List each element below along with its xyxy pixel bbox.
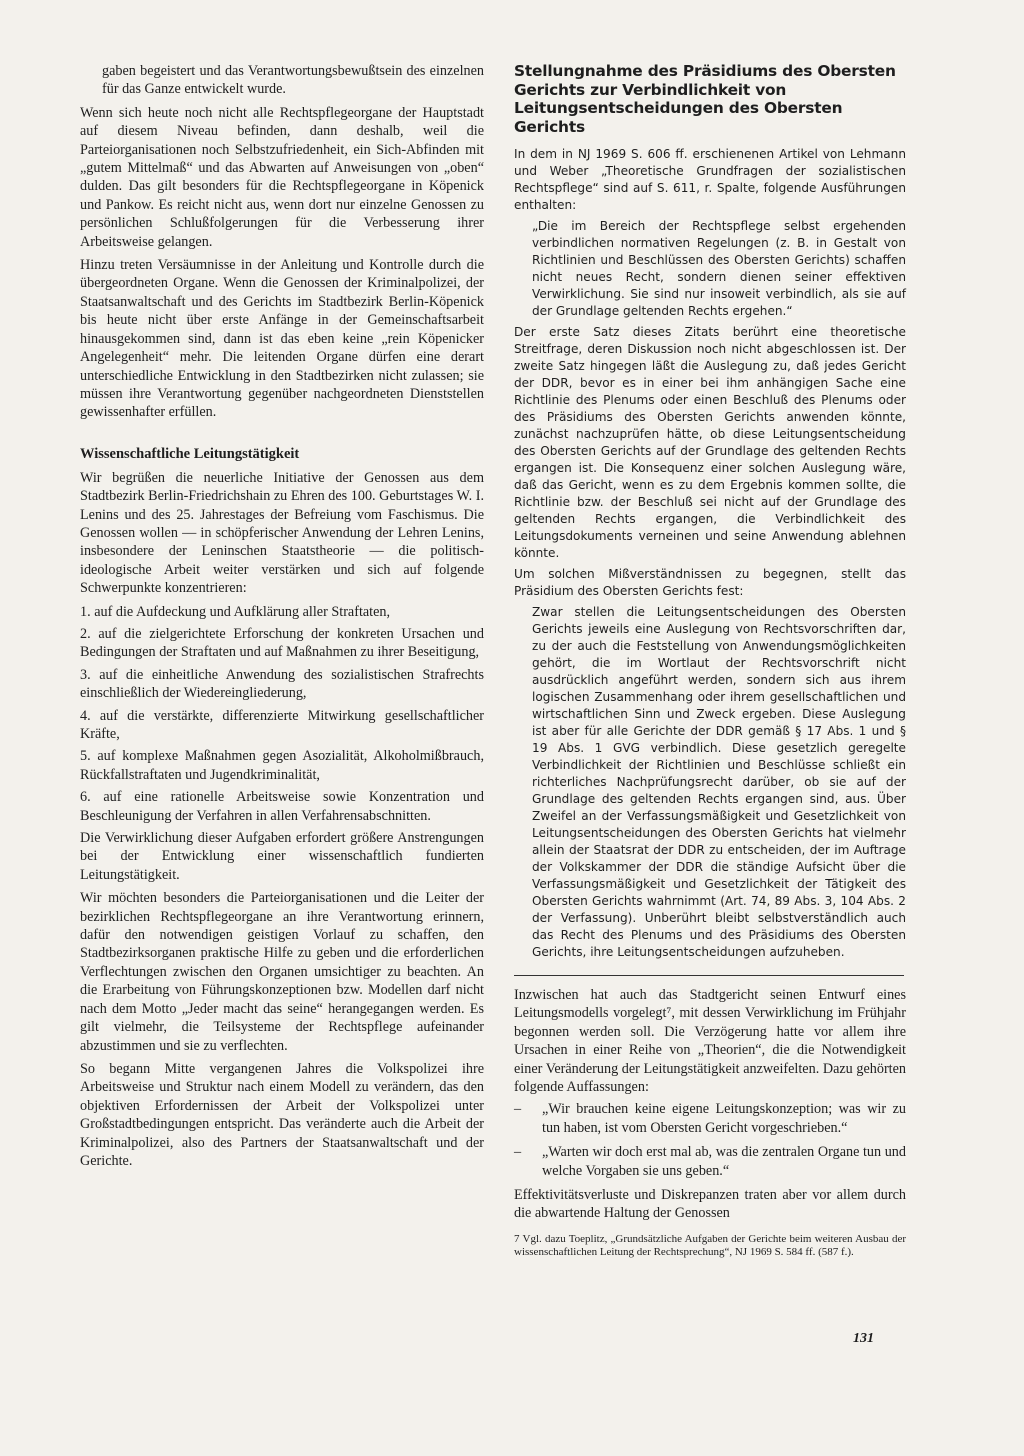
block-quote: „Die im Bereich der Rechtspflege selbst ergehenden verbindlichen normativen Regelungen (z. B. in Gestalt von Richtlinien und Beschlüssen des Obersten Gerichts) schaffen nicht neues Recht, sondern dienen seiner effektiven Verwirklichung. Sie sind nur insoweit verbindlich, als sie auf der Grundlage geltenden Rechts ergehen.“ [532, 219, 906, 318]
page-number: 131 [853, 1331, 874, 1346]
paragraph: So begann Mitte vergangenen Jahres die Volkspolizei ihre Arbeitsweise und Struktur nach einem Modell zu verändern, das den objektiven Erfordernissen der Arbeit der Volkspolizei unter Großstadtbedingungen entspricht. Das veränderte auch die Arbeit der Kriminalpolizei, also des Partners der Staatsanwaltschaft und der Gerichte. [80, 1060, 484, 1169]
dash-marker: – [514, 1144, 522, 1161]
paragraph: Inzwischen hat auch das Stadtgericht seinen Entwurf eines Leitungsmodells vorgelegt⁷, mit dessen Verwirklichung im Frühjahr begonnen werden soll. Die Verzögerung hatte vor allem ihre Ursachen in einer Reihe von „Theorien“, die die Notwendigkeit einer Veränderung der Leitungstätigkeit anzweifelten. Dazu gehörten folgende Auffassungen: [514, 987, 906, 1096]
article-title: Stellungnahme des Präsidiums des Obersten Gerichts zur Verbindlichkeit von Leitungsentscheidungen des Obersten Gerichts [514, 62, 896, 136]
list-item: 6. auf eine rationelle Arbeitsweise sowie Konzentration und Beschleunigung der Verfahren in allen Verfahrensabschnitten. [80, 789, 484, 824]
paragraph: Effektivitätsverluste und Diskrepanzen traten aber vor allem durch die abwartende Haltung der Genossen [514, 1187, 906, 1222]
list-item: 3. auf die einheitliche Anwendung des sozialistischen Strafrechts einschließlich der Wiedereingliederung, [80, 666, 484, 702]
divider [514, 975, 904, 976]
paragraph: Der erste Satz dieses Zitats berührt eine theoretische Streitfrage, deren Diskussion noch nicht abgeschlossen ist. Der zweite Satz hingegen läßt die Auslegung zu, daß jedes Gericht der DDR, bevor es in einer bei ihm anhängigen Sache eine Richtlinie des Plenums oder einen Beschluß des Plenums oder des Präsidiums des Obersten Gerichts anwenden könnte, zunächst nachzuprüfen hätte, ob diese Leitungsentscheidung des Obersten Gerichts auf der Grundlage des geltenden Rechts ergangen ist. Die Konsequenz einer solchen Auslegung wäre, daß das Gericht, wenn es zu dem Ergebnis kommen sollte, die Richtlinie bzw. der Beschluß sei nicht auf der Grundlage des geltenden Rechts ergangen, die Verbindlichkeit des Leitungsdokuments verneinen und seine Anwendung ablehnen könnte. [514, 325, 906, 560]
paragraph: Hinzu treten Versäumnisse in der Anleitung und Kontrolle durch die übergeordneten Organe. Wenn die Genossen der Kriminalpolizei, der Staatsanwaltschaft und des Gerichts im Stadtbezirk Berlin-Köpenick bis heute nicht über erste Anfänge in der Gemeinschaftsarbeit hinausgekommen sind, dann ist das eben keine „rein Köpenicker Angelegenheit“ mehr. Die leitenden Organe dürfen eine derart unterschiedliche Entwicklung in den Stadtbezirken nicht zulassen; sie müssen ihre Verantwortung gegenüber nachgeordneten Dienststellen gewissenhafter erfüllen. [80, 257, 484, 421]
dash-list-item [514, 1143, 906, 1180]
dash-list-item [514, 1100, 906, 1137]
paragraph: Wir begrüßen die neuerliche Initiative der Genossen aus dem Stadtbezirk Berlin-Friedrichshain zu Ehren des 100. Geburtstages W. I. Lenins und des 25. Jahrestages der Befreiung vom Faschismus. Die Genossen wollen — in schöpferischer Anwendung der Lehren Lenins, insbesondere der Leninschen Staatstheorie — die politisch-ideologische Arbeit weiter verstärken und sich auf folgende Schwerpunkte konzentrieren: [80, 469, 484, 597]
statement: Zwar stellen die Leitungsentscheidungen des Obersten Gerichts jeweils eine Auslegung von Rechtsvorschriften dar, zu der auch die Feststellung von Anwendungsmöglichkeiten gehört, die im Wortlaut der Rechtsvorschrift nicht ausdrücklich angeführt werden, sondern sich aus ihrem logischen Zusammenhang oder ihrem gesellschaftlichen und wirtschaftlichen Sinn und Zweck ergeben. Diese Auslegung ist aber für alle Gerichte der DDR gemäß § 17 Abs. 1 und § 19 Abs. 1 GVG verbindlich. Diese gesetzlich geregelte Verbindlichkeit der Richtlinien und Beschlüsse schließt ein richterliches Nachprüfungsrecht darüber, ob sie auf der Grundlage des geltenden Rechts ergangen sind, aus. Über Zweifel an der Verfassungsmäßigkeit und Gesetzlichkeit von Leitungsentscheidungen des Obersten Gerichts hat vielmehr allein der Staatsrat der DDR zu entscheiden, der im Auftrage der Volkskammer der DDR die ständige Aufsicht über die Verfassungsmäßigkeit und Gesetzlichkeit der Tätigkeit des Obersten Gerichts wahrnimmt (Art. 74, 89 Abs. 3, 104 Abs. 2 der Verfassung). Unberührt bleibt selbstverständlich auch das Recht des Plenums und des Präsidiums des Obersten Gerichts, ihre Leitungsentscheidungen aufzuheben. [532, 605, 906, 959]
dash-item-text: „Wir brauchen keine eigene Leitungskonzeption; was wir zu tun haben, ist vom Obersten Gericht vorgeschrieben.“ [542, 1101, 906, 1136]
paragraph: Wenn sich heute noch nicht alle Rechtspflegeorgane der Hauptstadt auf diesem Niveau befinden, dann deshalb, weil die Parteiorganisationen noch Selbstzufriedenheit, ein Sich-Abfinden mit „gutem Mittelmaß“ und das Abwarten auf Anweisungen von „oben“ dulden. Das gilt besonders für die Rechtspflegeorgane in Köpenick und Pankow. Es reicht nicht aus, wenn dort nur einzelne Genossen zu persönlichen Schlußfolgerungen für die Verbesserung ihrer Arbeitsweise gelangen. [80, 104, 484, 250]
dash-marker: – [514, 1101, 522, 1118]
list-item: 2. auf die zielgerichtete Erforschung der konkreten Ursachen und Bedingungen der Straftaten und auf Maßnahmen zu ihrer Beseitigung, [80, 625, 484, 661]
dash-item-text: „Warten wir doch erst mal ab, was die zentralen Organe tun und welche Vorgaben sie uns geben.“ [542, 1144, 906, 1179]
paragraph: gaben begeistert und das Verantwortungsbewußtsein des einzelnen für das Ganze entwickelt wurde. [102, 63, 484, 98]
paragraph: In dem in NJ 1969 S. 606 ff. erschienenen Artikel von Lehmann und Weber „Theoretische Grundfragen der sozialistischen Rechtspflege“ sind auf S. 611, r. Spalte, folgende Ausführungen enthalten: [514, 147, 906, 212]
section-heading: Wissenschaftliche Leitungstätigkeit [80, 445, 300, 462]
list-item: 1. auf die Aufdeckung und Aufklärung aller Straftaten, [80, 603, 391, 620]
left-column [80, 62, 484, 1175]
list-item: 5. auf komplexe Maßnahmen gegen Asozialität, Alkoholmißbrauch, Rückfallstraftaten und Jugendkriminalität, [80, 748, 484, 783]
list-item: 4. auf die verstärkte, differenzierte Mitwirkung gesellschaftlicher Kräfte, [80, 707, 484, 742]
footnote: 7 Vgl. dazu Toeplitz, „Grundsätzliche Aufgaben der Gerichte beim weiteren Ausbau der wissenschaftlichen Leitung der Rechtsprechung“, NJ 1969 S. 584 ff. (587 f.). [514, 1232, 906, 1259]
paragraph: Um solchen Mißverständnissen zu begegnen, stellt das Präsidium des Obersten Gerichts fest: [514, 567, 906, 598]
paragraph: Wir möchten besonders die Parteiorganisationen und die Leiter der bezirklichen Rechtspflegeorgane an ihre Verantwortung erinnern, dafür den notwendigen geistigen Vorlauf zu schaffen, den Stadtbezirksorganen praktische Hilfe zu geben und die erforderlichen Verflechtungen zwischen den Organen umsichtiger zu beachten. An die Erarbeitung von Führungskonzeptionen bzw. Modellen darf nicht nach dem Motto „Jeder macht das seine“ herangegangen werden. Es gilt vielmehr, die Teilsysteme der Rechtspflege aufeinander abzustimmen und sie zu verflechten. [80, 890, 484, 1054]
right-column [514, 62, 906, 1260]
paragraph: Die Verwirklichung dieser Aufgaben erfordert größere Anstrengungen bei der Entwicklung einer wissenschaftlich fundierten Leitungstätigkeit. [80, 830, 484, 883]
